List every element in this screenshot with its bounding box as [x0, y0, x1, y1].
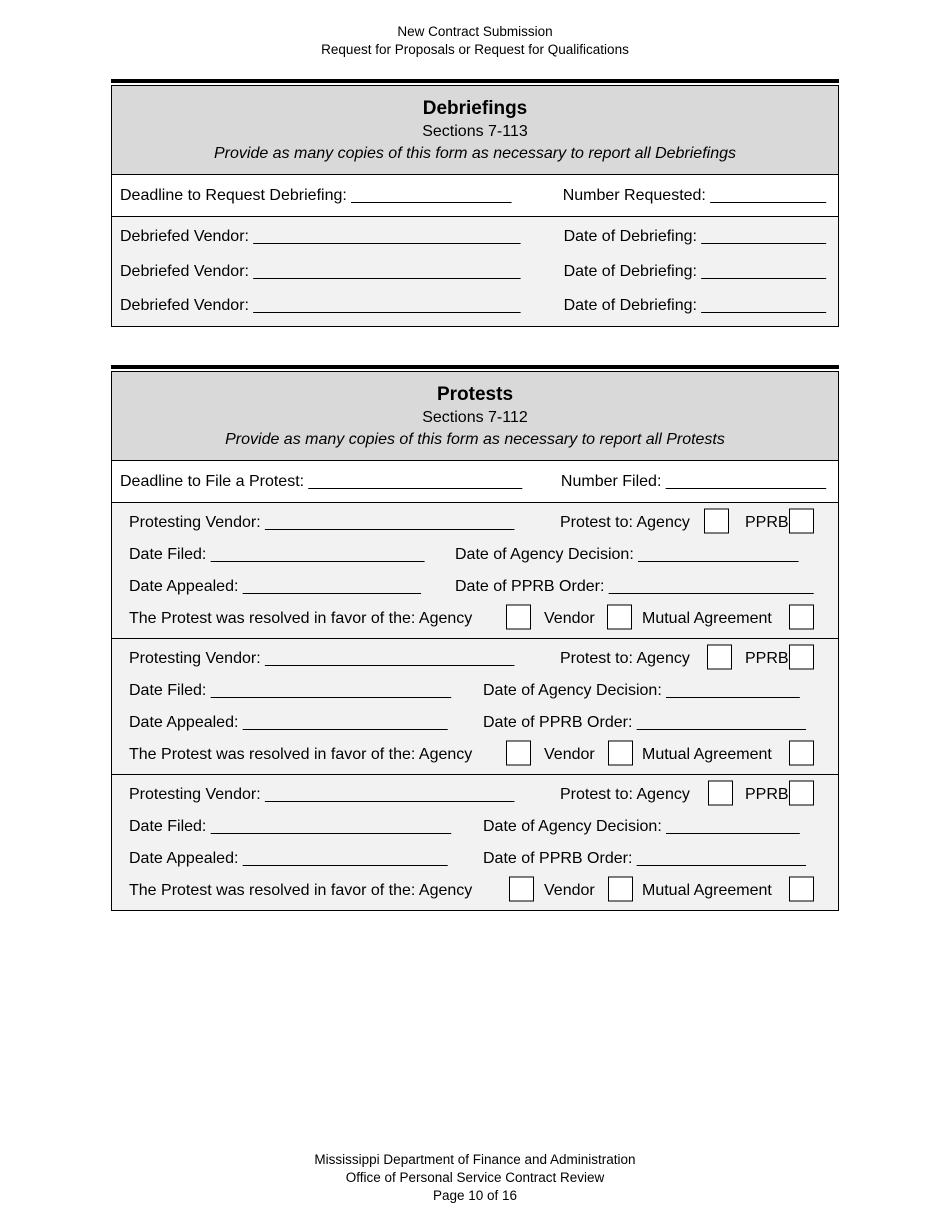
pprb-label: PPRB — [745, 650, 789, 667]
date-of-debriefing-field[interactable]: Date of Debriefing: ______________ — [563, 228, 826, 246]
protest-to-agency-checkbox[interactable] — [707, 645, 732, 670]
protest-to-label: Protest to: Agency — [560, 514, 690, 531]
mutual-agreement-label: Mutual Agreement — [642, 882, 772, 899]
debriefings-sections: Sections 7-113 — [422, 123, 528, 140]
protest-vendor-row — [112, 507, 838, 539]
protesting-vendor-field[interactable]: Protesting Vendor: ____________________________ — [129, 514, 515, 531]
debriefings-note: Provide as many copies of this form as necessary to report all Debriefings — [213, 145, 736, 162]
protest-to-agency-checkbox[interactable] — [704, 509, 729, 534]
protest-resolution-row — [112, 603, 838, 635]
resolved-vendor-checkbox[interactable] — [607, 605, 632, 630]
agency-decision-field[interactable]: Date of Agency Decision: __________________ — [455, 546, 799, 563]
resolved-mutual-checkbox[interactable] — [789, 741, 814, 766]
protests-title: Protests — [436, 384, 514, 405]
pprb-order-field[interactable]: Date of PPRB Order: ___________________ — [483, 850, 806, 867]
pprb-order-field[interactable]: Date of PPRB Order: ___________________ — [483, 714, 806, 731]
date-of-debriefing-field[interactable]: Date of Debriefing: ______________ — [563, 262, 826, 280]
resolved-vendor-checkbox[interactable] — [608, 741, 633, 766]
protest-deadline-field[interactable]: Deadline to File a Protest: ________________________ — [120, 472, 523, 490]
protest-dates-row — [112, 811, 838, 843]
resolved-mutual-checkbox[interactable] — [789, 605, 814, 630]
pprb-label: PPRB — [745, 786, 789, 803]
debriefed-vendor-row — [112, 220, 838, 255]
resolved-label: The Protest was resolved in favor of the: Agency — [129, 610, 473, 627]
resolved-agency-checkbox[interactable] — [506, 741, 531, 766]
debriefed-vendor-field[interactable]: Debriefed Vendor: ______________________________ — [120, 228, 521, 246]
protest-vendor-row — [112, 779, 838, 811]
protest-vendor-row — [112, 643, 838, 675]
protest-dates-row — [112, 675, 838, 707]
debriefing-deadline-row — [112, 175, 838, 217]
resolved-label: The Protest was resolved in favor of the: Agency — [129, 882, 473, 899]
footer-department: Mississippi Department of Finance and Administration — [314, 1152, 636, 1167]
mutual-agreement-label: Mutual Agreement — [642, 610, 772, 627]
date-filed-field[interactable]: Date Filed: ________________________ — [129, 546, 425, 563]
resolved-agency-checkbox[interactable] — [509, 877, 534, 902]
protesting-vendor-field[interactable]: Protesting Vendor: ____________________________ — [129, 786, 515, 803]
protest-appeal-row — [112, 843, 838, 875]
protest-block — [112, 503, 838, 639]
protest-to-pprb-checkbox[interactable] — [789, 509, 814, 534]
page-header — [0, 23, 950, 59]
mutual-agreement-label: Mutual Agreement — [642, 746, 772, 763]
protest-to-agency-checkbox[interactable] — [708, 781, 733, 806]
protest-to-label: Protest to: Agency — [560, 786, 690, 803]
date-appealed-field[interactable]: Date Appealed: ____________________ — [129, 578, 421, 595]
resolved-label: The Protest was resolved in favor of the: Agency — [129, 746, 473, 763]
resolved-agency-checkbox[interactable] — [506, 605, 531, 630]
agency-decision-field[interactable]: Date of Agency Decision: _______________ — [483, 818, 800, 835]
header-title: New Contract Submission — [397, 24, 553, 39]
date-appealed-field[interactable]: Date Appealed: _______________________ — [129, 850, 448, 867]
protests-form — [111, 365, 839, 911]
header-subtitle: Request for Proposals or Request for Qualifications — [321, 42, 629, 57]
number-requested-field[interactable]: Number Requested: _____________ — [562, 186, 826, 204]
protest-appeal-row — [112, 571, 838, 603]
debriefed-vendor-row — [112, 289, 838, 324]
pprb-label: PPRB — [745, 514, 789, 531]
protest-to-label: Protest to: Agency — [560, 650, 690, 667]
protests-sections: Sections 7-112 — [422, 409, 528, 426]
vendor-label: Vendor — [544, 746, 595, 763]
debriefings-header — [112, 85, 838, 175]
protesting-vendor-field[interactable]: Protesting Vendor: ____________________________ — [129, 650, 515, 667]
pprb-order-field[interactable]: Date of PPRB Order: _______________________ — [455, 578, 814, 595]
resolved-mutual-checkbox[interactable] — [789, 877, 814, 902]
debriefed-vendor-field[interactable]: Debriefed Vendor: ______________________________ — [120, 297, 521, 315]
page-number: Page 10 of 16 — [432, 1188, 518, 1203]
debriefings-form — [111, 79, 839, 327]
protest-dates-row — [112, 539, 838, 571]
resolved-vendor-checkbox[interactable] — [608, 877, 633, 902]
protest-block — [112, 639, 838, 775]
protest-deadline-row — [112, 461, 838, 503]
date-of-debriefing-field[interactable]: Date of Debriefing: ______________ — [563, 297, 826, 315]
protest-block — [112, 775, 838, 910]
date-filed-field[interactable]: Date Filed: ___________________________ — [129, 682, 452, 699]
page-footer — [0, 1151, 950, 1205]
debriefing-deadline-field[interactable]: Deadline to Request Debriefing: __________________ — [120, 186, 512, 204]
protests-note: Provide as many copies of this form as necessary to report all Protests — [225, 431, 725, 448]
protests-header — [112, 371, 838, 461]
protest-resolution-row — [112, 875, 838, 907]
debriefed-vendor-row — [112, 255, 838, 290]
date-filed-field[interactable]: Date Filed: ___________________________ — [129, 818, 452, 835]
agency-decision-field[interactable]: Date of Agency Decision: _______________ — [483, 682, 800, 699]
vendor-label: Vendor — [544, 610, 595, 627]
debriefed-vendor-field[interactable]: Debriefed Vendor: ______________________________ — [120, 262, 521, 280]
debriefed-vendors — [112, 217, 838, 326]
debriefings-title: Debriefings — [422, 98, 528, 119]
protest-to-pprb-checkbox[interactable] — [789, 645, 814, 670]
protest-appeal-row — [112, 707, 838, 739]
protest-resolution-row — [112, 739, 838, 771]
footer-office: Office of Personal Service Contract Review — [345, 1170, 605, 1185]
number-filed-field[interactable]: Number Filed: __________________ — [560, 472, 826, 490]
vendor-label: Vendor — [544, 882, 595, 899]
protest-to-pprb-checkbox[interactable] — [789, 781, 814, 806]
date-appealed-field[interactable]: Date Appealed: _______________________ — [129, 714, 448, 731]
